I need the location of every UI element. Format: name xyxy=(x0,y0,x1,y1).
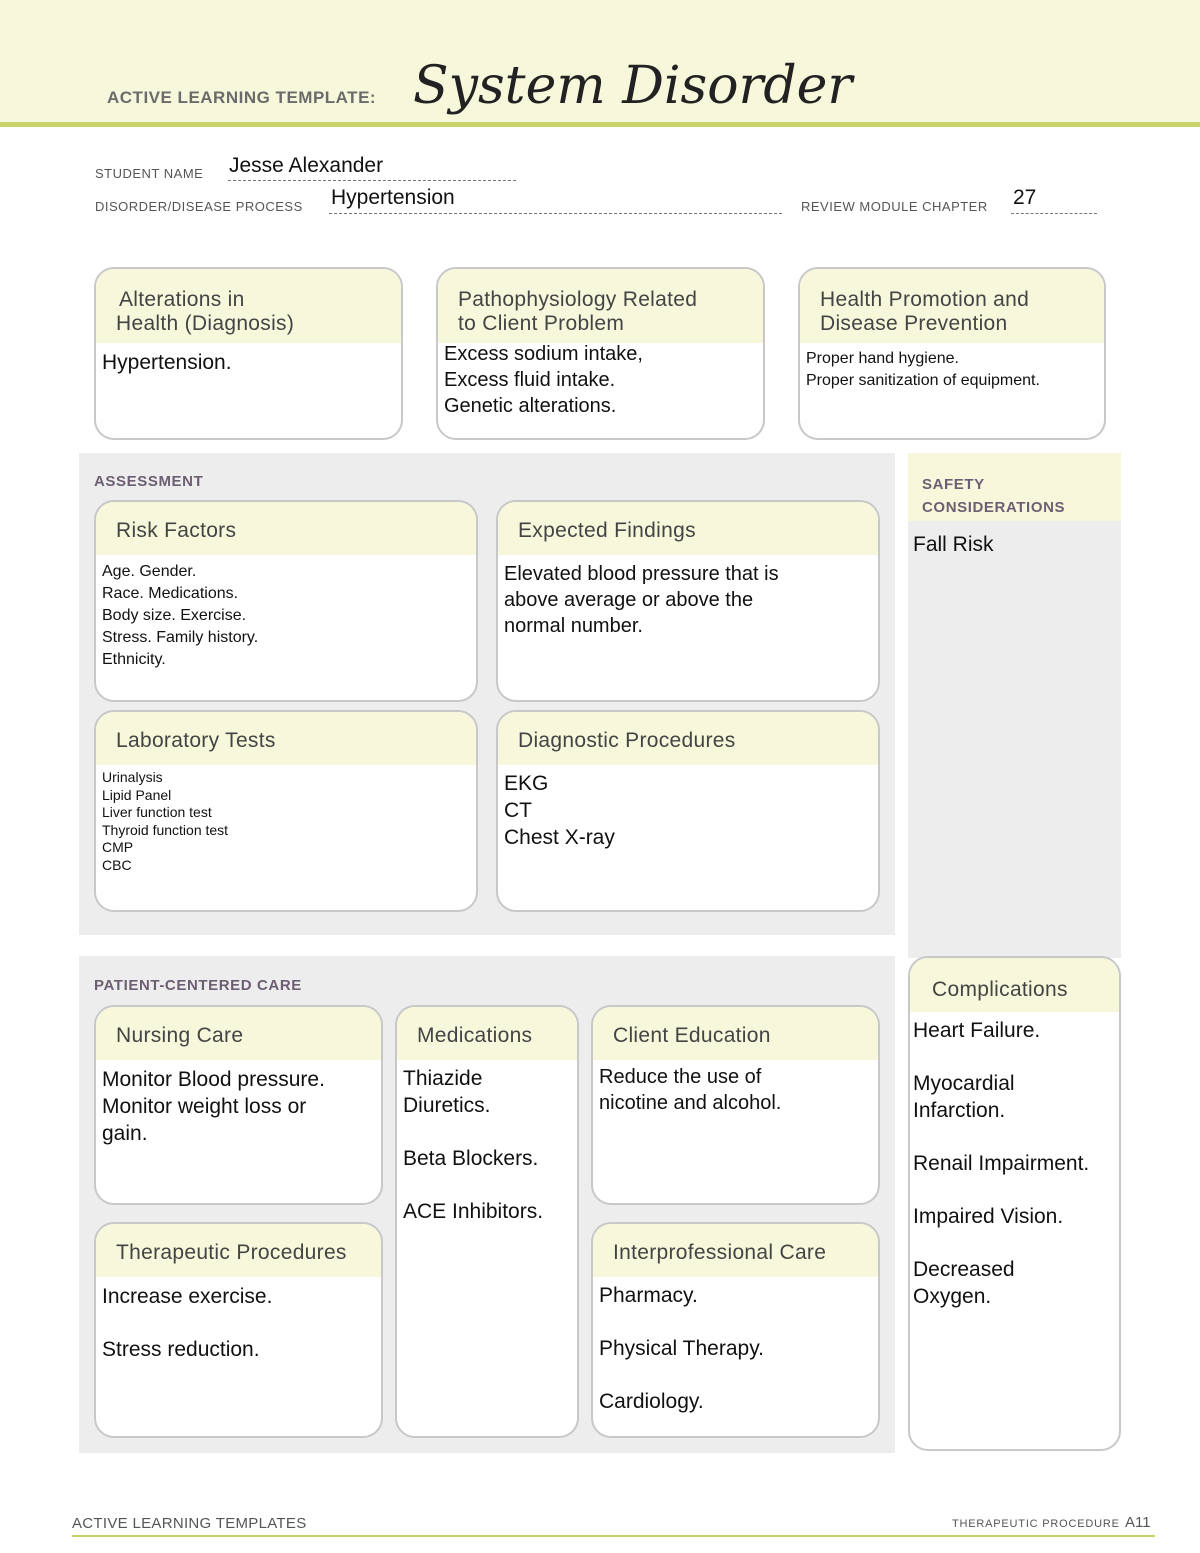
health-promotion-heading: Health Promotion and Disease Prevention xyxy=(800,269,1104,343)
disorder-label: DISORDER/DISEASE PROCESS xyxy=(95,199,303,214)
complications-content[interactable]: Heart Failure. Myocardial Infarction. Renail Impairment. Impaired Vision. Decreased Oxygen. xyxy=(913,1019,1090,1308)
patient-care-title: PATIENT-CENTERED CARE xyxy=(94,977,302,994)
alterations-heading: Alterations in Health (Diagnosis) xyxy=(96,269,401,343)
medications-box xyxy=(395,1005,579,1438)
chapter-label: REVIEW MODULE CHAPTER xyxy=(801,199,988,214)
risk-factors-content[interactable]: Age. Gender. Race. Medications. Body size. Exercise. Stress. Family history. Ethnicity. xyxy=(102,563,259,668)
diagnostic-procedures-content[interactable]: EKG CT Chest X-ray xyxy=(504,772,615,849)
therapeutic-procedures-box xyxy=(94,1222,383,1438)
client-education-box xyxy=(591,1005,880,1205)
complications-heading: Complications xyxy=(910,958,1119,1012)
safety-title: SAFETY CONSIDERATIONS xyxy=(922,476,1066,516)
footer-rule xyxy=(72,1535,1155,1537)
student-name-underline xyxy=(228,180,516,181)
nursing-care-box xyxy=(94,1005,383,1205)
footer-right: THERAPEUTIC PROCEDURE xyxy=(952,1518,1120,1530)
interprofessional-care-box xyxy=(591,1222,880,1438)
interprofessional-care-heading: Interprofessional Care xyxy=(593,1224,878,1277)
client-education-heading: Client Education xyxy=(593,1007,878,1060)
risk-factors-heading: Risk Factors xyxy=(96,502,476,555)
safety-section xyxy=(908,453,1121,958)
diagnostic-procedures-heading: Diagnostic Procedures xyxy=(498,712,878,765)
expected-findings-heading: Expected Findings xyxy=(498,502,878,555)
expected-findings-box xyxy=(496,500,880,702)
disorder-underline xyxy=(329,213,782,214)
laboratory-tests-heading: Laboratory Tests xyxy=(96,712,476,765)
student-name-value[interactable]: Jesse Alexander xyxy=(229,154,384,177)
footer-left: ACTIVE LEARNING TEMPLATES xyxy=(72,1515,307,1532)
disorder-value[interactable]: Hypertension xyxy=(331,186,455,209)
pathophysiology-heading: Pathophysiology Related to Client Problem xyxy=(438,269,763,343)
medications-heading: Medications xyxy=(397,1007,577,1060)
complications-box xyxy=(908,956,1121,1451)
template-title: System Disorder xyxy=(413,56,853,116)
therapeutic-procedures-heading: Therapeutic Procedures xyxy=(96,1224,381,1277)
student-name-label: STUDENT NAME xyxy=(95,166,204,181)
client-education-content[interactable]: Reduce the use of nicotine and alcohol. xyxy=(599,1066,782,1114)
alterations-box xyxy=(94,267,403,440)
nursing-care-content[interactable]: Monitor Blood pressure. Monitor weight loss or gain. xyxy=(102,1068,325,1145)
footer-page-number: A11 xyxy=(1125,1514,1151,1531)
nursing-care-heading: Nursing Care xyxy=(96,1007,381,1060)
expected-findings-content[interactable]: Elevated blood pressure that is above average or above the normal number. xyxy=(504,563,779,637)
assessment-title: ASSESSMENT xyxy=(94,473,204,490)
interprofessional-care-content[interactable]: Pharmacy. Physical Therapy. Cardiology. xyxy=(599,1284,764,1413)
safety-content[interactable]: Fall Risk xyxy=(913,533,994,556)
chapter-value[interactable]: 27 xyxy=(1013,186,1037,209)
medications-content[interactable]: Thiazide Diuretics. Beta Blockers. ACE Inhibitors. xyxy=(403,1067,544,1223)
template-label: ACTIVE LEARNING TEMPLATE: xyxy=(107,88,377,107)
risk-factors-box xyxy=(94,500,478,702)
therapeutic-procedures-content[interactable]: Increase exercise. Stress reduction. xyxy=(102,1285,273,1361)
health-promotion-box xyxy=(798,267,1106,440)
alterations-content[interactable]: Hypertension. xyxy=(102,351,232,374)
chapter-underline xyxy=(1011,213,1097,214)
pathophysiology-box xyxy=(436,267,765,440)
laboratory-tests-box xyxy=(94,710,478,912)
diagnostic-procedures-box xyxy=(496,710,880,912)
header-rule xyxy=(0,122,1200,127)
pathophysiology-content[interactable]: Excess sodium intake, Excess fluid intake. Genetic alterations. xyxy=(444,343,643,417)
health-promotion-content[interactable]: Proper hand hygiene. Proper sanitization of equipment. xyxy=(806,350,1040,389)
laboratory-tests-content[interactable]: Urinalysis Lipid Panel Liver function test Thyroid function test CMP CBC xyxy=(102,769,229,873)
